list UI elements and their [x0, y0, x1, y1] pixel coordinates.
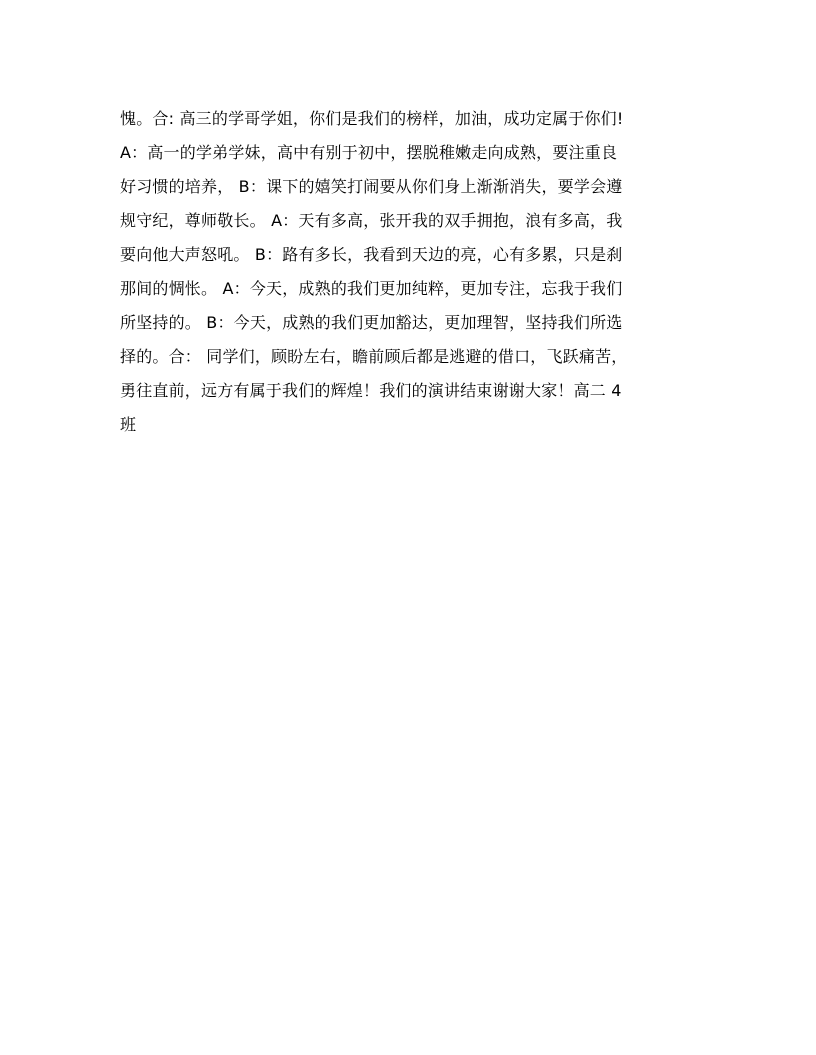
document-body	[120, 102, 700, 442]
text-line: 所坚持的。 B：今天，成熟的我们更加豁达，更加理智，坚持我们所选	[120, 313, 623, 332]
text-line: 规守纪，尊师敬长。 A：天有多高，张开我的双手拥抱，浪有多高，我	[120, 211, 623, 230]
text-line: 好习惯的培养， B：课下的嬉笑打闹要从你们身上渐渐消失，要学会遵	[120, 177, 623, 196]
text-line: 要向他大声怒吼。 B：路有多长，我看到天边的亮，心有多累，只是刹	[120, 245, 623, 264]
text-line: 勇往直前，远方有属于我们的辉煌！我们的演讲结束谢谢大家！高二 4	[120, 381, 622, 400]
text-line: 愧。合: 高三的学哥学姐，你们是我们的榜样，加油，成功定属于你们!	[120, 109, 624, 128]
text-line: 那间的惆怅。 A：今天，成熟的我们更加纯粹，更加专注，忘我于我们	[120, 279, 623, 298]
text-line: 班	[120, 415, 137, 434]
text-line: A：高一的学弟学妹，高中有别于初中，摆脱稚嫩走向成熟，要注重良	[120, 143, 618, 162]
text-line: 择的。合： 同学们，顾盼左右，瞻前顾后都是逃避的借口，飞跃痛苦，	[120, 347, 628, 366]
